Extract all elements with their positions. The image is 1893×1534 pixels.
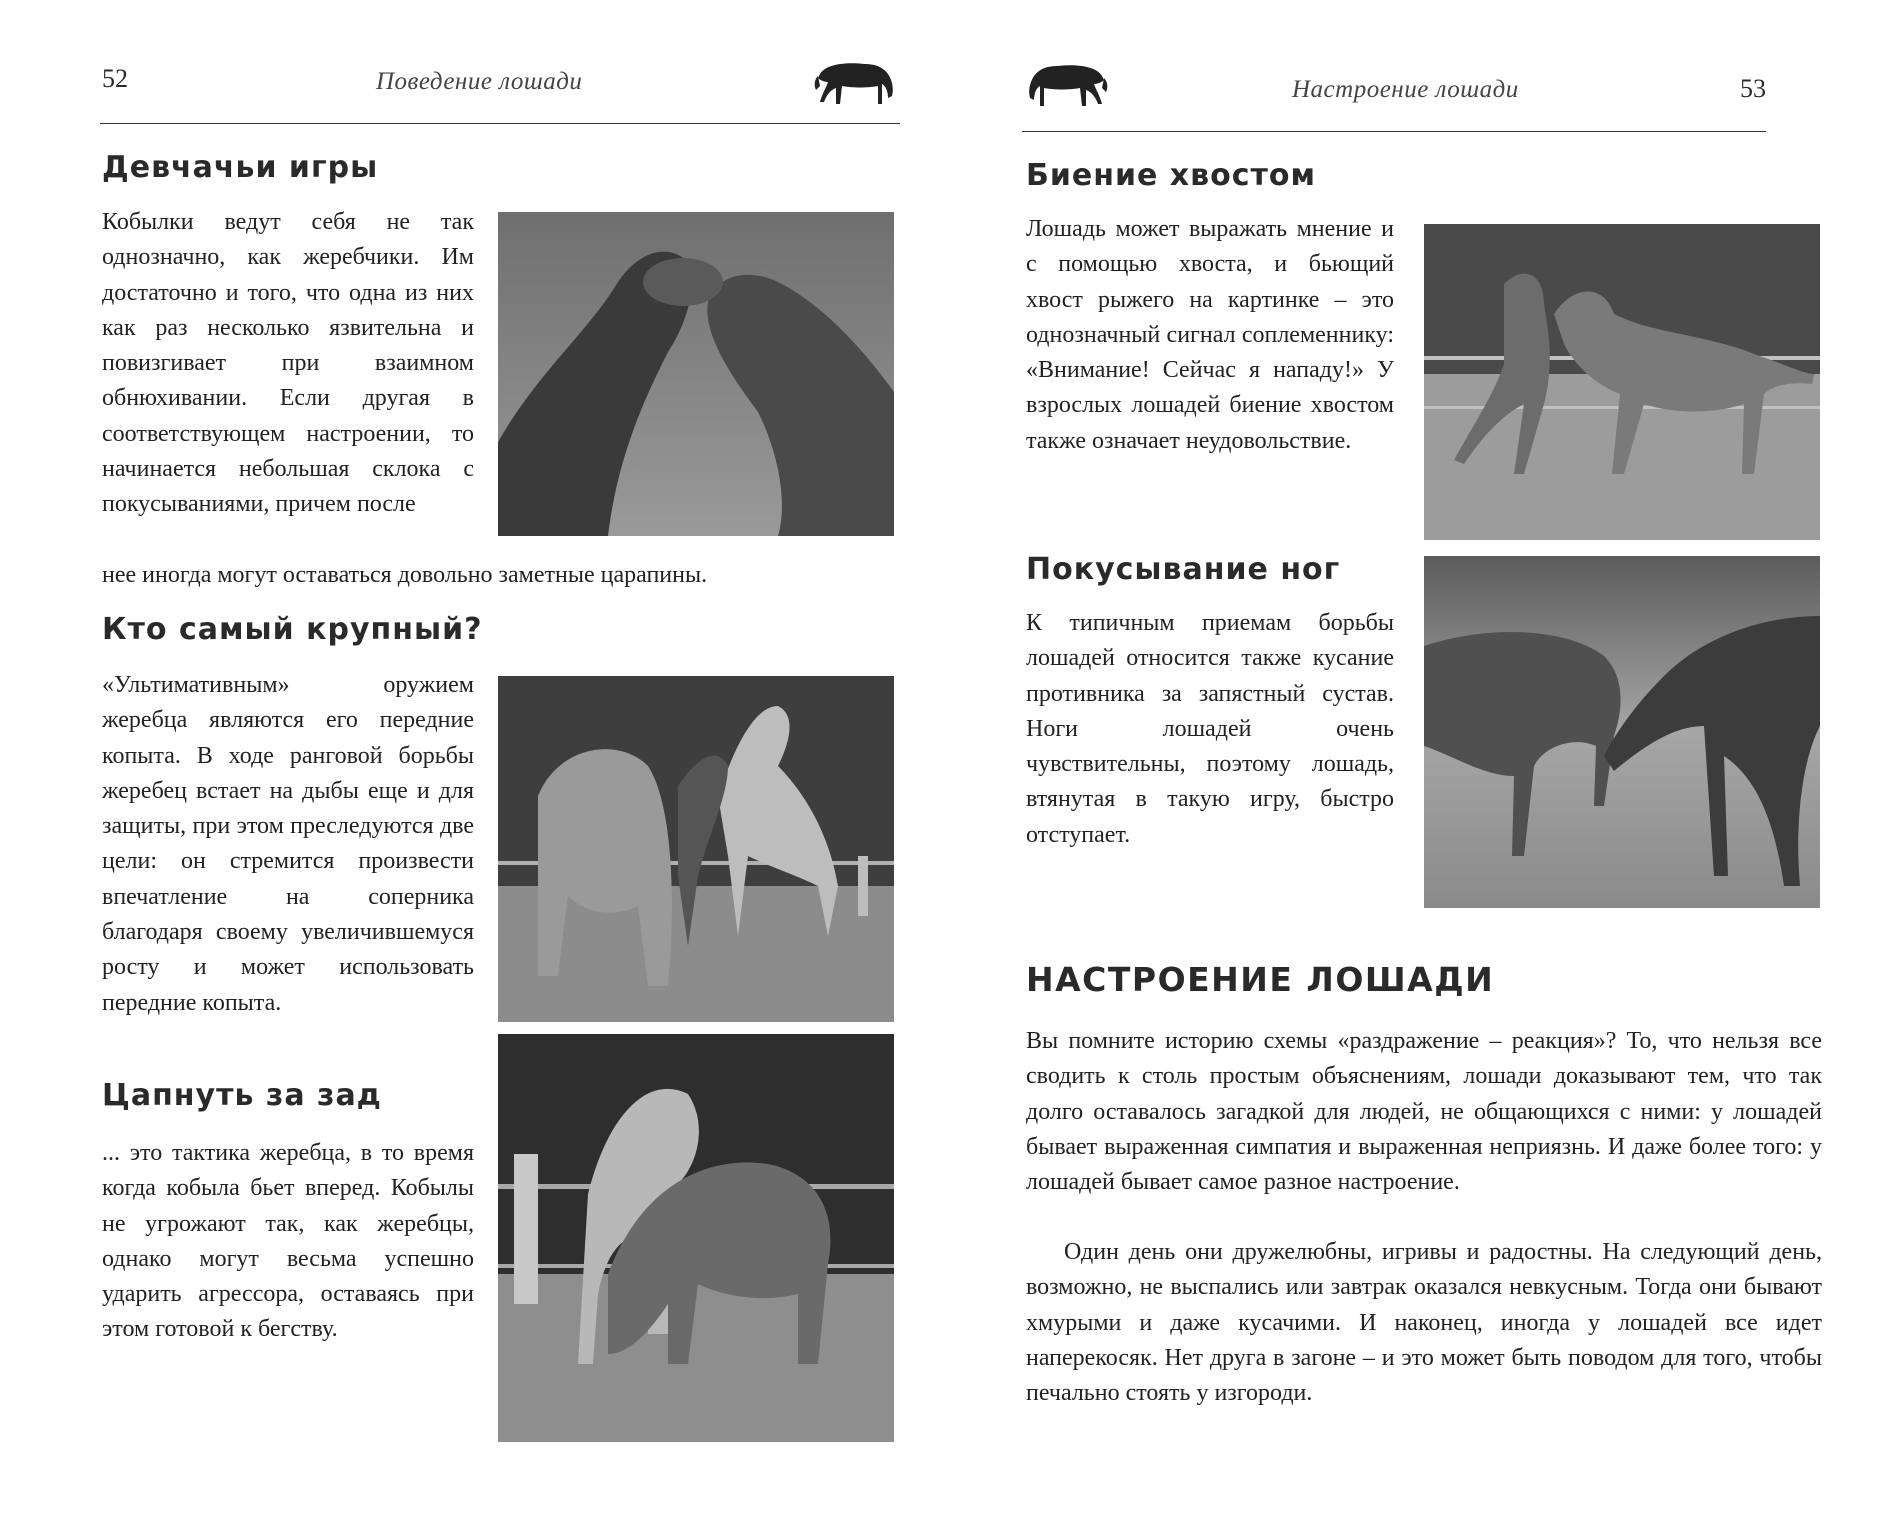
chapter-paragraph-2: Один день они дружелюбны, игривы и радостны. На следующий день, возможно, не выспались или завтрак оказался невкусным. Тогда они бывают хмурыми и даже кусачими. И наконец, иногда у лошадей все идет наперекосяк. Нет друга в загоне – и это может быть поводом для того, чтобы печально стоять у изгороди. bbox=[1026, 1239, 1822, 1407]
left-page bbox=[0, 0, 946, 1534]
chapter-heading-horse-mood: НАСТРОЕНИЕ ЛОШАДИ bbox=[1026, 960, 1495, 999]
photo-horses-tail-beating bbox=[1424, 224, 1820, 540]
section-text-bite-the-rear: ... это тактика жеребца, в то время когда кобыла бьет вперед. Кобылы не угрожают так, как жеребцы, однако могут весьма успешно ударить агрессора, оставаясь при этом готовой к бегству. bbox=[102, 1140, 474, 1343]
left-running-head bbox=[100, 58, 900, 124]
running-title-left: Поведение лошади bbox=[376, 68, 583, 95]
section-heading-leg-biting: Покусывание ног bbox=[1026, 552, 1341, 587]
photo-horses-leg-biting bbox=[1424, 556, 1820, 908]
page-number-left: 52 bbox=[102, 64, 128, 93]
section-heading-bite-the-rear: Цапнуть за зад bbox=[102, 1078, 382, 1113]
photo-stallion-rearing bbox=[498, 676, 894, 1022]
section-heading-who-is-biggest: Кто самый крупный? bbox=[102, 612, 483, 647]
page-number-right: 53 bbox=[1740, 74, 1766, 103]
grazing-horse-icon bbox=[812, 52, 898, 108]
grazing-horse-icon bbox=[1024, 54, 1110, 110]
running-title-right: Настроение лошади bbox=[1292, 76, 1519, 103]
chapter-paragraph-1: Вы помните историю схемы «раздражение – реакция»? То, что нельзя все сводить к столь простым объяснениям, лошади доказывают тем, что так долго оставалось загадкой для людей, не общающихся с ними: у лошадей бывает выраженная симпатия и выраженная неприязнь. И даже более того: у лошадей бывает самое разное настроение. bbox=[1026, 1028, 1822, 1196]
section-text-who-is-biggest: «Ультимативным» оружием жеребца являются его передние копыта. В ходе ранговой борьбы жеребец встает на дыбы еще и для защиты, при этом преследуются две цели: он стремится произвести впечатление на соперника благодаря своему увеличившемуся росту и может использовать передние копыта. bbox=[102, 672, 474, 1016]
right-running-head bbox=[1022, 66, 1766, 132]
photo-horses-in-pasture bbox=[498, 1034, 894, 1442]
section-text-leg-biting: К типичным приемам борьбы лошадей относится также кусание противника за запястный сустав. Ноги лошадей очень чувствительны, поэтому лошадь, втянутая в такую игру, быстро отступает. bbox=[1026, 610, 1394, 848]
section-heading-girls-games: Девчачьи игры bbox=[102, 150, 379, 185]
section-heading-tail-beating: Биение хвостом bbox=[1026, 158, 1317, 193]
photo-fillies-nuzzling bbox=[498, 212, 894, 536]
section-text-girls-games: Кобылки ведут себя не так однозначно, как жеребчики. Им достаточно и того, что одна из них как раз несколько язвительна и повизгивает при взаимном обнюхивании. Если другая в соответствующем настроении, то начинается небольшая склока с покусываниями, причем после bbox=[102, 209, 474, 518]
section-text-tail-beating: Лошадь может выражать мнение и с помощью хвоста, и бьющий хвост рыжего на картинке – это однозначный сигнал соплеменнику: «Внимание! Сейчас я нападу!» У взрослых лошадей биение хвостом также означает неудовольствие. bbox=[1026, 216, 1394, 454]
section-text-girls-games-continued: нее иногда могут оставаться довольно заметные царапины. bbox=[102, 562, 708, 588]
right-page bbox=[946, 0, 1893, 1534]
